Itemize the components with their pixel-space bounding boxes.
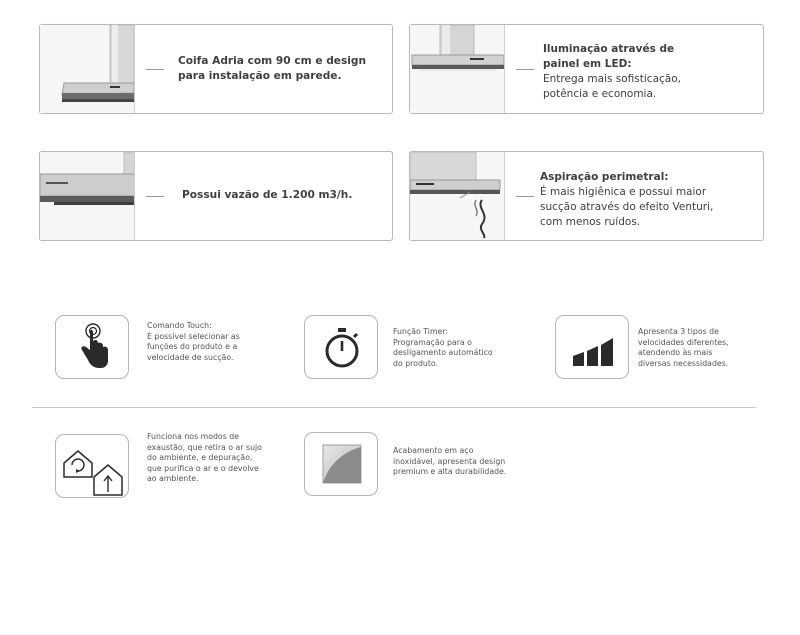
card-led-body-line2: potência e economia.	[543, 88, 657, 100]
timer-line3: desligamento automático	[393, 348, 493, 357]
finish-line3: premium e alta durabilidade.	[393, 467, 507, 476]
speeds-line1: Apresenta 3 tipos de	[638, 327, 719, 336]
stainless-finish-icon	[304, 432, 378, 496]
feature-timer	[304, 315, 534, 381]
speeds-line4: diversas necessidades.	[638, 358, 729, 368]
finish-line2: inoxidável, apresenta design	[393, 456, 506, 466]
feature-touch	[55, 315, 285, 381]
card-design-line2: para instalação em parede.	[178, 70, 342, 82]
card-aspiration-body-line1: É mais higiênica e possui maior	[540, 186, 707, 198]
touch-line2: É possível selecionar as	[147, 331, 240, 341]
modes-line1: Funciona nos modos de	[147, 432, 239, 441]
feature-card-aspiration	[409, 151, 764, 241]
modes-line3: do ambiente, e depuração,	[147, 453, 253, 462]
touch-hand-icon	[55, 315, 129, 379]
feature-finish	[304, 430, 544, 500]
card-design-line1: Coifa Adria com 90 cm e design	[178, 55, 367, 67]
touch-line1: Comando Touch:	[147, 321, 212, 330]
modes-line5: ao ambiente.	[147, 474, 199, 483]
card-led-title-line1: Iluminação através de	[543, 43, 675, 55]
card-aspiration-body-line3: com menos ruídos.	[540, 216, 641, 228]
touch-line4: velocidade de sucção.	[147, 352, 234, 362]
card-aspiration-title: Aspiração perimetral:	[540, 171, 669, 183]
speeds-line2: velocidades diferentes,	[638, 337, 729, 347]
section-divider	[32, 407, 756, 408]
modes-line2: exaustão, que retira o ar sujo	[147, 442, 262, 452]
hood-wall-image	[40, 25, 135, 113]
hood-aspiration-image	[410, 152, 505, 240]
feature-card-led	[409, 24, 764, 114]
feature-card-design	[39, 24, 393, 114]
house-exhaust-icon	[55, 434, 129, 498]
speed-bars-icon	[555, 315, 629, 379]
feature-card-flow	[39, 151, 393, 241]
speeds-line3: atendendo às mais	[638, 348, 713, 357]
card-aspiration-body-line2: sucção através do efeito Venturi,	[540, 201, 714, 213]
card-flow-line1: Possui vazão de 1.200 m3/h.	[182, 189, 353, 201]
hood-led-image	[410, 25, 505, 113]
modes-line4: que purifica o ar e o devolve	[147, 463, 259, 473]
feature-modes	[55, 432, 295, 502]
timer-line2: Programação para o	[393, 337, 472, 347]
finish-line1: Acabamento em aço	[393, 446, 474, 455]
timer-line1: Função Timer:	[393, 327, 449, 336]
feature-speeds	[555, 315, 785, 381]
touch-line3: funções do produto e a	[147, 342, 238, 351]
hood-flow-image	[40, 152, 135, 240]
timer-line4: do produto.	[393, 358, 439, 368]
card-led-body-line1: Entrega mais sofisticação,	[543, 73, 681, 85]
stopwatch-icon	[304, 315, 378, 379]
card-led-title-line2: painel em LED:	[543, 58, 632, 70]
